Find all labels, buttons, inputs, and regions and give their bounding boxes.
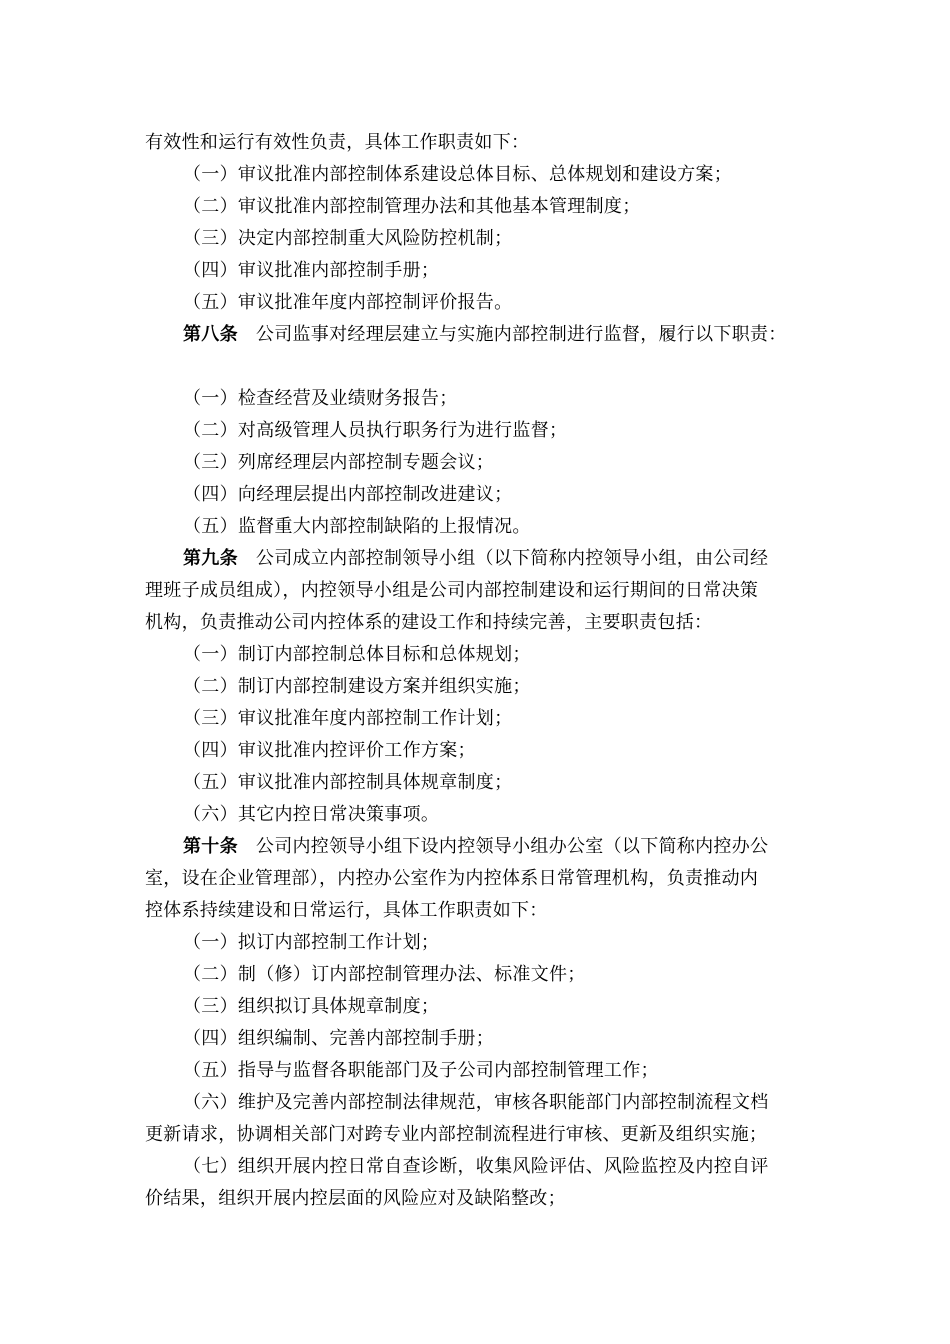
list-item: （四）审议批准内部控制手册； bbox=[183, 260, 440, 281]
list-item: （五）指导与监督各职能部门及子公司内部控制管理工作； bbox=[183, 1060, 659, 1081]
list-item: （五）审议批准内部控制具体规章制度； bbox=[183, 772, 513, 793]
list-item: （二）制（修）订内部控制管理办法、标准文件； bbox=[183, 964, 586, 985]
text-line: 室，设在企业管理部），内控办公室作为内控体系日常管理机构，负责推动内 bbox=[145, 868, 759, 889]
article-heading: 第八条 bbox=[183, 324, 238, 345]
list-item: （一）拟订内部控制工作计划； bbox=[183, 932, 440, 953]
list-item: （三）审议批准年度内部控制工作计划； bbox=[183, 708, 513, 729]
article-10-paragraph bbox=[183, 831, 768, 863]
list-item: （六）其它内控日常决策事项。 bbox=[183, 804, 440, 825]
article-8-paragraph bbox=[183, 319, 787, 351]
list-item: （四）向经理层提出内部控制改进建议； bbox=[183, 484, 513, 505]
text-line: 理班子成员组成），内控领导小组是公司内部控制建设和运行期间的日常决策 bbox=[145, 580, 759, 601]
article-text: 公司内控领导小组下设内控领导小组办公室（以下简称内控办公 bbox=[255, 836, 769, 857]
list-item: （三）组织拟订具体规章制度； bbox=[183, 996, 440, 1017]
article-heading: 第十条 bbox=[183, 836, 238, 857]
text-line: 更新请求，协调相关部门对跨专业内部控制流程进行审核、更新及组织实施； bbox=[145, 1124, 768, 1145]
article-heading: 第九条 bbox=[183, 548, 238, 569]
list-item: （三）列席经理层内部控制专题会议； bbox=[183, 452, 495, 473]
list-item: （三）决定内部控制重大风险防控机制； bbox=[183, 228, 513, 249]
list-item: （一）审议批准内部控制体系建设总体目标、总体规划和建设方案； bbox=[183, 164, 732, 185]
list-item: （一）制订内部控制总体目标和总体规划； bbox=[183, 644, 531, 665]
list-item: （五）审议批准年度内部控制评价报告。 bbox=[183, 292, 513, 313]
list-item: （五）监督重大内部控制缺陷的上报情况。 bbox=[183, 516, 531, 537]
list-item: （四）组织编制、完善内部控制手册； bbox=[183, 1028, 495, 1049]
article-text: 公司成立内部控制领导小组（以下简称内控领导小组，由公司经 bbox=[255, 548, 769, 569]
list-item: （四）审议批准内控评价工作方案； bbox=[183, 740, 476, 761]
list-item: （一）检查经营及业绩财务报告； bbox=[183, 388, 458, 409]
article-text: 公司监事对经理层建立与实施内部控制进行监督，履行以下职责： bbox=[255, 324, 787, 345]
text-line: 机构，负责推动公司内控体系的建设工作和持续完善，主要职责包括： bbox=[145, 612, 713, 633]
list-item: （六）维护及完善内部控制法律规范，审核各职能部门内部控制流程文档 bbox=[183, 1092, 769, 1113]
list-item: （七）组织开展内控日常自查诊断，收集风险评估、风险监控及内控自评 bbox=[183, 1156, 769, 1177]
text-line: 价结果，组织开展内控层面的风险应对及缺陷整改； bbox=[145, 1188, 566, 1209]
list-item: （二）对高级管理人员执行职务行为进行监督； bbox=[183, 420, 568, 441]
list-item: （二）审议批准内部控制管理办法和其他基本管理制度； bbox=[183, 196, 641, 217]
text-line: 控体系持续建设和日常运行，具体工作职责如下： bbox=[145, 900, 548, 921]
text-line: 有效性和运行有效性负责，具体工作职责如下： bbox=[145, 132, 530, 153]
list-item: （二）制订内部控制建设方案并组织实施； bbox=[183, 676, 531, 697]
article-9-paragraph bbox=[183, 543, 768, 575]
